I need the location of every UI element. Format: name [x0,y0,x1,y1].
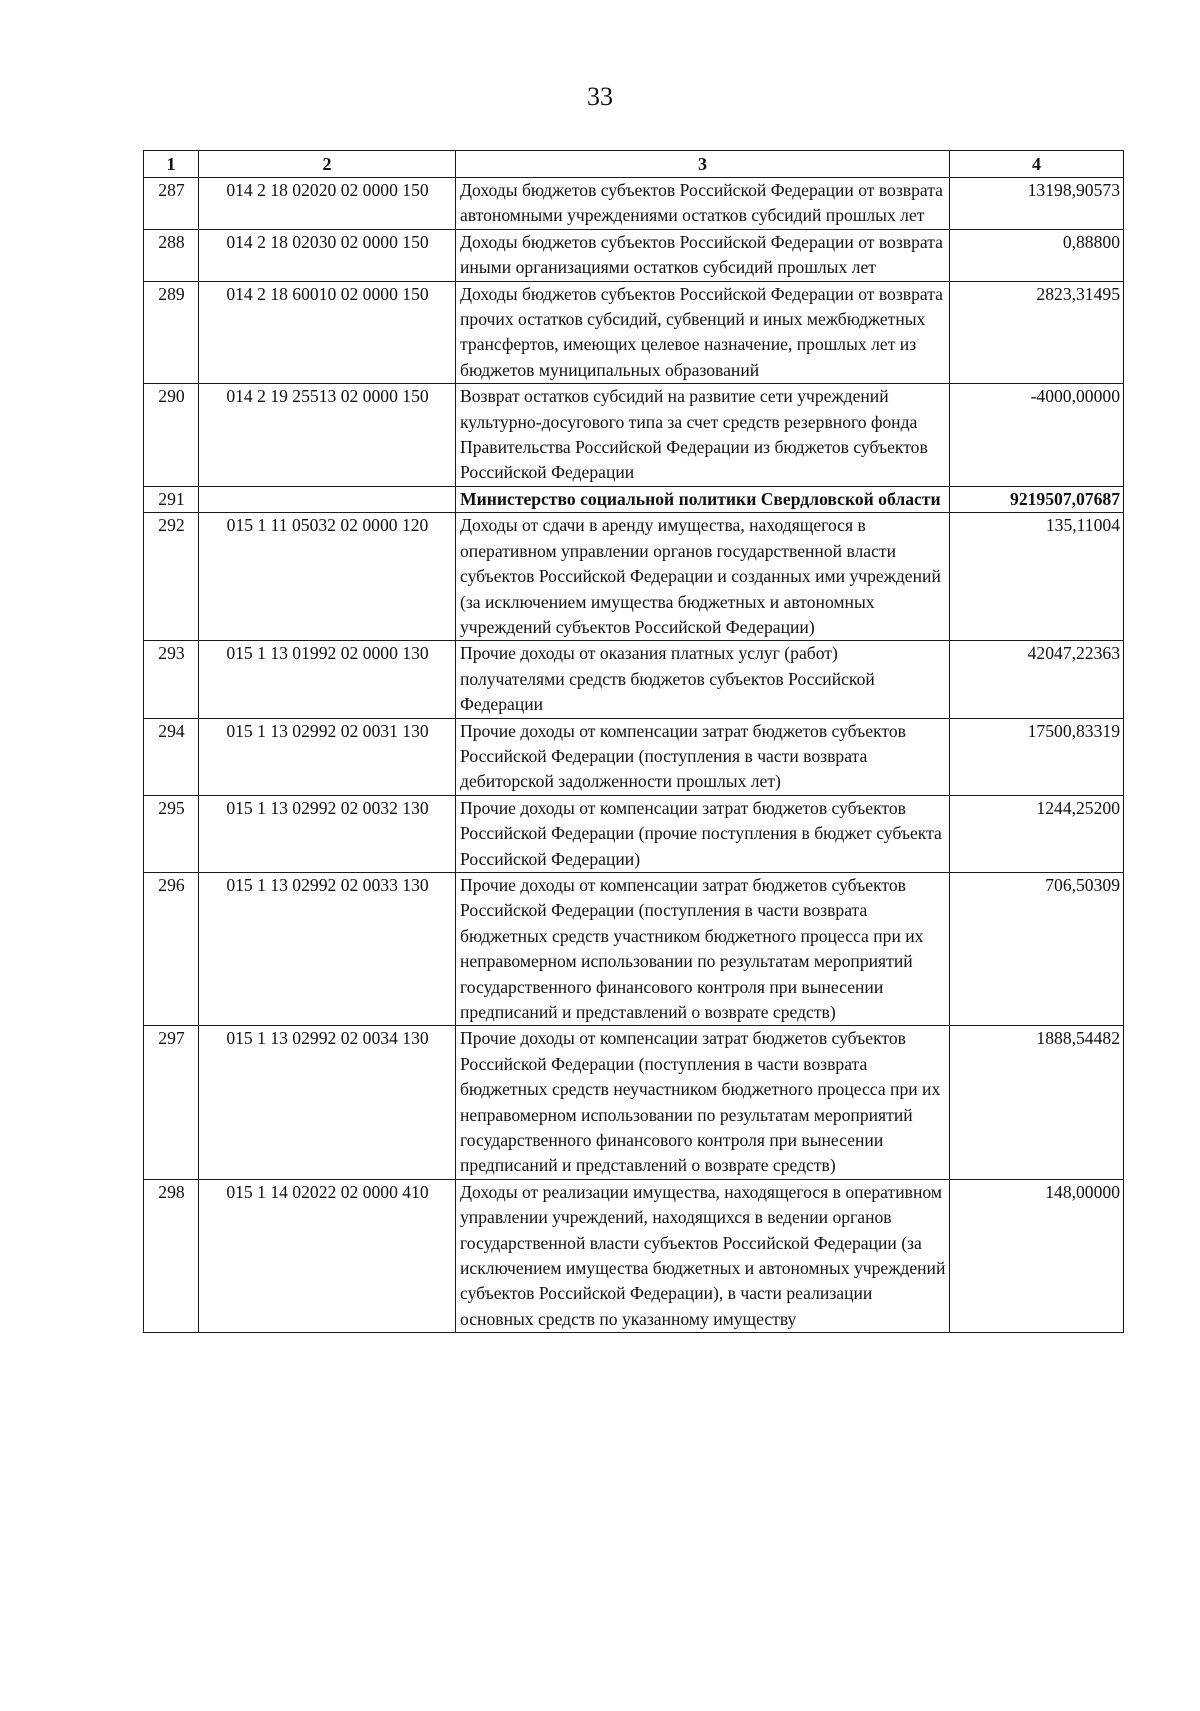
table-row [144,872,1124,1025]
budget-code: 015 1 13 02992 02 0034 130 [199,1026,456,1179]
amount: 1244,25200 [950,795,1124,872]
amount: 13198,90573 [950,178,1124,230]
revenue-description: Доходы от реализации имущества, находящегося в оперативном управлении учреждений, находящихся в ведении органов государственной власти субъектов Российской Федерации (за исключением имущества бюджетных и автономных учреждений субъектов Российской Федерации), в части реализации основных средств по указанному имуществу [456,1179,950,1332]
amount: 0,88800 [950,229,1124,281]
row-number: 298 [144,1179,199,1332]
amount: 706,50309 [950,872,1124,1025]
amount: 42047,22363 [950,641,1124,718]
amount: 17500,83319 [950,718,1124,795]
table-row [144,718,1124,795]
table-row [144,641,1124,718]
budget-code: 015 1 13 02992 02 0033 130 [199,872,456,1025]
budget-code: 014 2 19 25513 02 0000 150 [199,384,456,487]
column-header-4: 4 [950,151,1124,178]
budget-code: 015 1 13 02992 02 0031 130 [199,718,456,795]
budget-code [199,486,456,512]
revenue-description: Прочие доходы от компенсации затрат бюджетов субъектов Российской Федерации (поступления в части возврата дебиторской задолженности прошлых лет) [456,718,950,795]
budget-code: 015 1 13 02992 02 0032 130 [199,795,456,872]
amount: 148,00000 [950,1179,1124,1332]
row-number: 291 [144,486,199,512]
header-row [144,151,1124,178]
row-number: 297 [144,1026,199,1179]
table-body [144,178,1124,1333]
table-row [144,281,1124,384]
section-row-ministry [144,486,1124,512]
column-header-3: 3 [456,151,950,178]
revenue-description: Доходы бюджетов субъектов Российской Федерации от возврата прочих остатков субсидий, субвенций и иных межбюджетных трансфертов, имеющих целевое назначение, прошлых лет из бюджетов муниципальных образований [456,281,950,384]
budget-code: 015 1 13 01992 02 0000 130 [199,641,456,718]
budget-code: 015 1 14 02022 02 0000 410 [199,1179,456,1332]
table-row [144,513,1124,641]
revenue-description: Прочие доходы от компенсации затрат бюджетов субъектов Российской Федерации (поступления в части возврата бюджетных средств неучастником бюджетного процесса при их неправомерном использовании по результатам мероприятий государственного финансового контроля при вынесении предписаний и представлений о возврате средств) [456,1026,950,1179]
revenue-table [143,150,1124,1333]
revenue-description: Возврат остатков субсидий на развитие сети учреждений культурно-досугового типа за счет средств резервного фонда Правительства Российской Федерации из бюджетов субъектов Российской Федерации [456,384,950,487]
row-number: 289 [144,281,199,384]
revenue-description: Доходы бюджетов субъектов Российской Федерации от возврата иными организациями остатков субсидий прошлых лет [456,229,950,281]
ministry-title: Министерство социальной политики Свердловской области [456,486,950,512]
budget-code: 014 2 18 60010 02 0000 150 [199,281,456,384]
table-row [144,384,1124,487]
table-row [144,1179,1124,1332]
revenue-description: Прочие доходы от компенсации затрат бюджетов субъектов Российской Федерации (прочие поступления в бюджет субъекта Российской Федерации) [456,795,950,872]
revenue-description: Прочие доходы от оказания платных услуг (работ) получателями средств бюджетов субъектов Российской Федерации [456,641,950,718]
amount: 135,11004 [950,513,1124,641]
column-header-1: 1 [144,151,199,178]
amount: 2823,31495 [950,281,1124,384]
revenue-description: Доходы от сдачи в аренду имущества, находящегося в оперативном управлении органов государственной власти субъектов Российской Федерации и созданных ими учреждений (за исключением имущества бюджетных и автономных учреждений субъектов Российской Федерации) [456,513,950,641]
page-number: 33 [587,82,613,111]
budget-code: 014 2 18 02030 02 0000 150 [199,229,456,281]
row-number: 292 [144,513,199,641]
row-number: 290 [144,384,199,487]
row-number: 296 [144,872,199,1025]
revenue-description: Доходы бюджетов субъектов Российской Федерации от возврата автономными учреждениями остатков субсидий прошлых лет [456,178,950,230]
row-number: 295 [144,795,199,872]
table-row [144,229,1124,281]
column-header-2: 2 [199,151,456,178]
ministry-total-amount: 9219507,07687 [950,486,1124,512]
budget-code: 014 2 18 02020 02 0000 150 [199,178,456,230]
amount: 1888,54482 [950,1026,1124,1179]
table-header [144,151,1124,178]
row-number: 287 [144,178,199,230]
row-number: 293 [144,641,199,718]
revenue-description: Прочие доходы от компенсации затрат бюджетов субъектов Российской Федерации (поступления в части возврата бюджетных средств участником бюджетного процесса при их неправомерном использовании по результатам мероприятий государственного финансового контроля при вынесении предписаний и представлений о возврате средств) [456,872,950,1025]
table-row [144,795,1124,872]
row-number: 294 [144,718,199,795]
budget-code: 015 1 11 05032 02 0000 120 [199,513,456,641]
table-row [144,1026,1124,1179]
amount: -4000,00000 [950,384,1124,487]
table-row [144,178,1124,230]
row-number: 288 [144,229,199,281]
